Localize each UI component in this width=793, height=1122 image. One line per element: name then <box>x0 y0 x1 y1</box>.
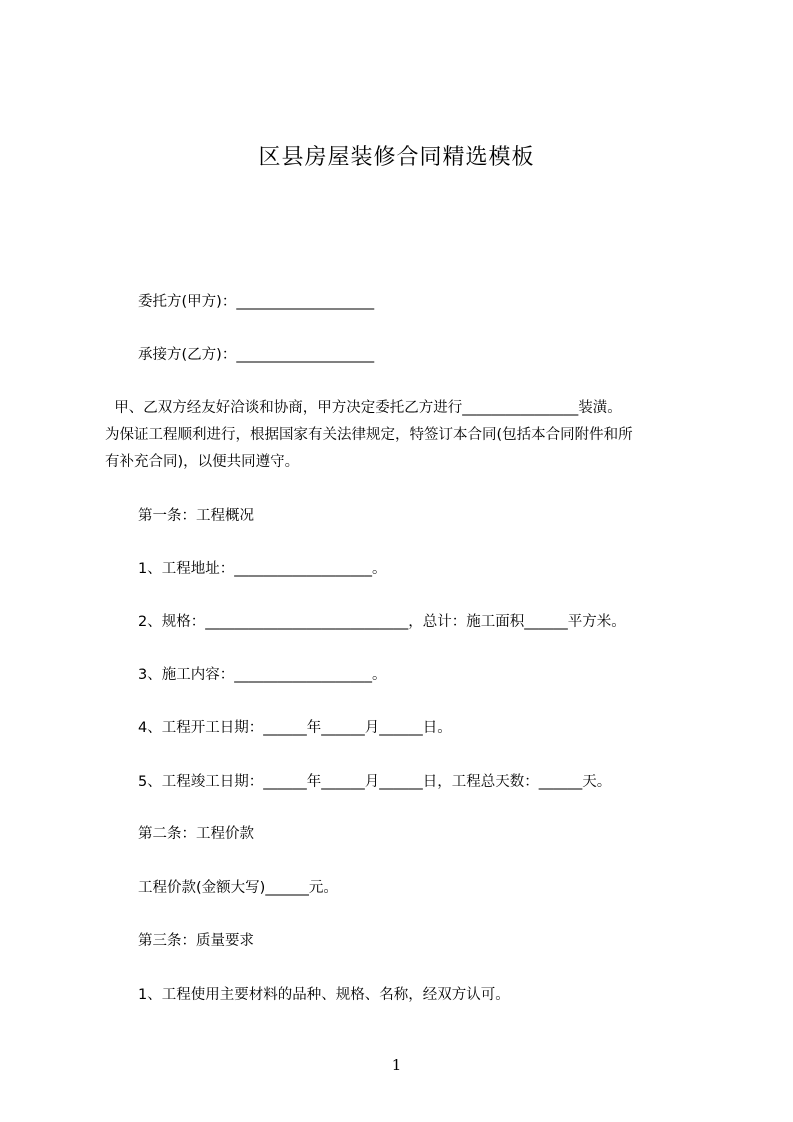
page-number: 1 <box>391 1056 402 1074</box>
item-5-end-date: 5、工程竣工日期：______年______月______日，工程总天数：______天。 <box>138 774 612 790</box>
intro-line-2: 为保证工程顺利进行，根据国家有关法律规定，特签订本合同(包括本合同附件和所 <box>105 427 633 443</box>
item-3-content: 3、施工内容：___________________。 <box>138 667 387 683</box>
price-line: 工程价款(金额大写)______元。 <box>138 880 338 896</box>
article-2-heading: 第二条：工程价款 <box>138 826 254 842</box>
item-2-spec: 2、规格：____________________________，总计：施工面积______平方米。 <box>138 614 626 630</box>
intro-line-3: 有补充合同)，以便共同遵守。 <box>105 454 300 470</box>
article-3-heading: 第三条：质量要求 <box>138 933 254 949</box>
item-4-start-date: 4、工程开工日期：______年______月______日。 <box>138 720 452 736</box>
article-1-heading: 第一条：工程概况 <box>138 508 254 524</box>
party-a-line: 委托方(甲方)：___________________ <box>138 294 375 310</box>
quality-item-1: 1、工程使用主要材料的品种、规格、名称，经双方认可。 <box>138 987 510 1003</box>
intro-line-1: 甲、乙双方经友好洽谈和协商，甲方决定委托乙方进行________________装潢。 <box>105 400 622 416</box>
intro-paragraph <box>105 395 705 476</box>
party-b-line: 承接方(乙方)：___________________ <box>138 347 375 363</box>
document-title: 区县房屋装修合同精选模板 <box>258 145 535 170</box>
item-1-address: 1、工程地址：___________________。 <box>138 561 387 577</box>
